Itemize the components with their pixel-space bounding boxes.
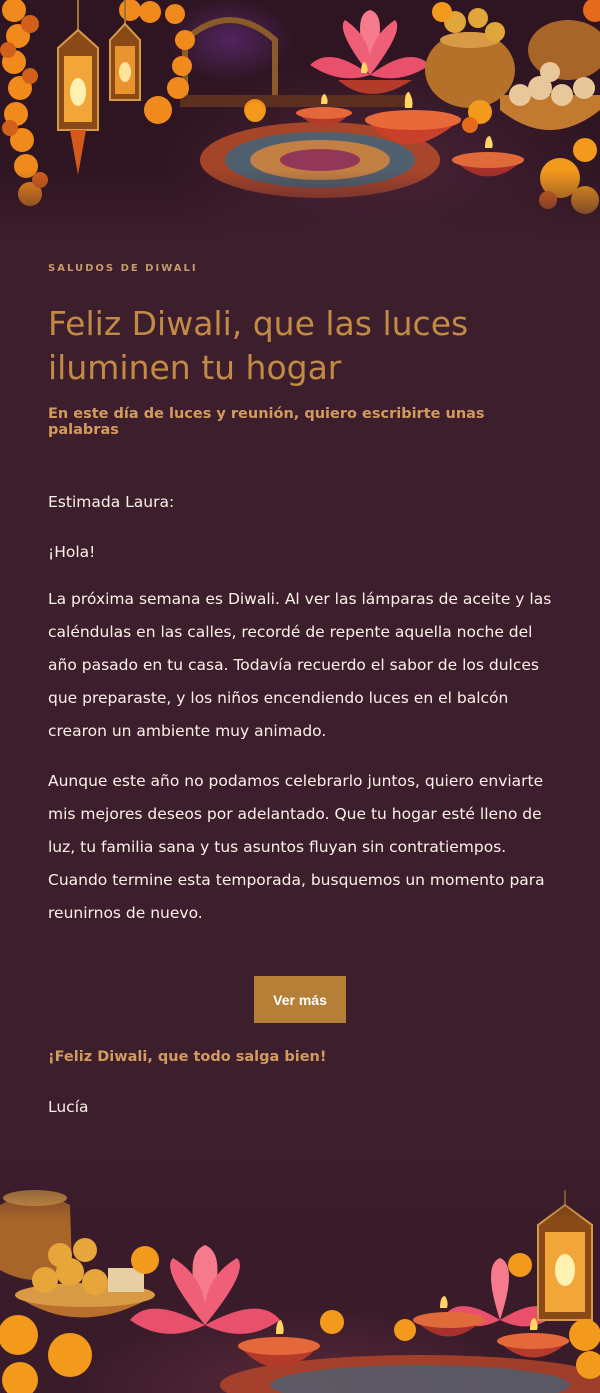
top-festival-illustration [0,0,600,240]
body-paragraph-2: Aunque este año no podamos celebrarlo juntos, quiero enviarte mis mejores deseos por adelantado. Que tu hogar esté lleno de luz, tu familia sana y tus asuntos fluyan sin contratiempos. Cuando termine esta temporada, busquemos un momento para reunirnos de nuevo. [48,772,545,922]
page-title: Feliz Diwali, que las luces iluminen tu hogar [48,304,469,387]
closing-line: ¡Feliz Diwali, que todo salga bien! [48,1049,327,1065]
greeting: Estimada Laura: [48,493,175,511]
see-more-button[interactable]: Ver más [254,976,346,1023]
bottom-festival-illustration [0,1150,600,1393]
eyebrow-label: SALUDOS DE DIWALI [48,263,198,274]
subtitle: En este día de luces y reunión, quiero escribirte unas palabras [48,406,485,438]
hello-line: ¡Hola! [48,543,96,561]
signature: Lucía [48,1098,89,1116]
body-paragraph-1: La próxima semana es Diwali. Al ver las lámparas de aceite y las caléndulas en las calles, recordé de repente aquella noche del año pasado en tu casa. Todavía recuerdo el sabor de los dulces que preparaste, y los niños encendiendo luces en el balcón crearon un ambiente muy animado. [48,590,552,740]
